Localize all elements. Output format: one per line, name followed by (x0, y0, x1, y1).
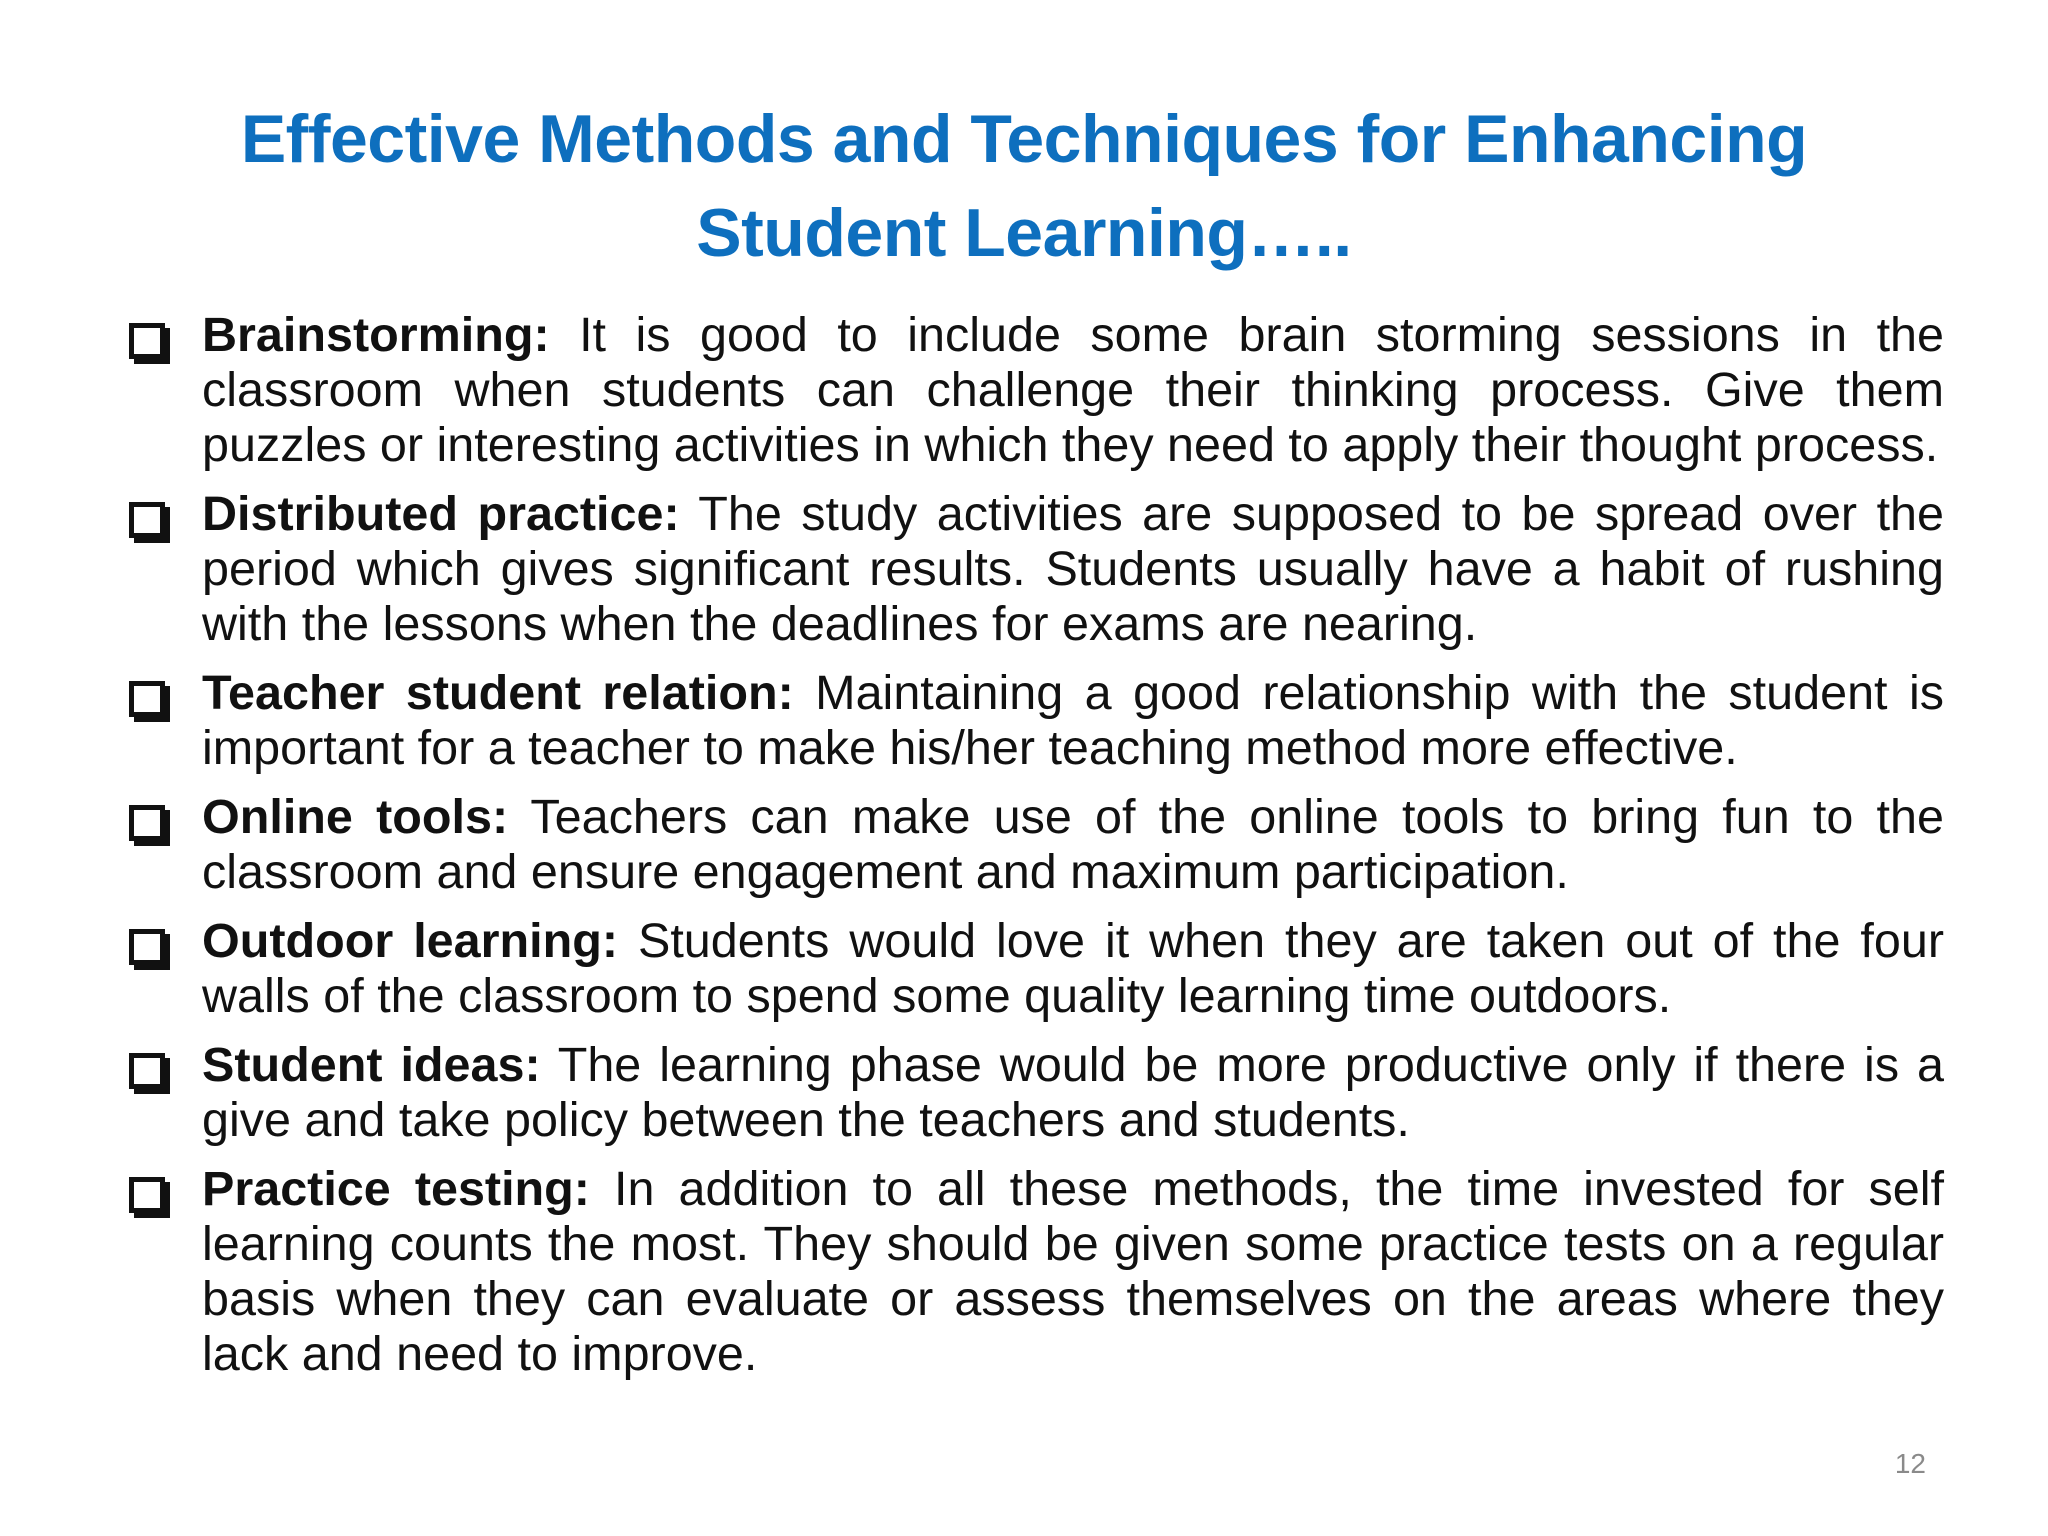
item-text: The learning phase would be more productive only if there is a give and take policy between the teachers and students. (202, 1038, 1944, 1147)
slide-title-line-1: Effective Methods and Techniques for Enhancing (240, 101, 1808, 177)
item-term: Distributed practice: (202, 487, 680, 541)
hollow-square-bullet-icon (129, 805, 165, 841)
item-text: Maintaining a good relationship with the student is important for a teacher to make his/her teaching method more effective. (202, 666, 1944, 775)
item-term: Practice testing: (202, 1162, 590, 1216)
hollow-square-bullet-icon (129, 681, 165, 717)
list-item-teacher-student-relation (124, 666, 1944, 776)
bullet-list (124, 308, 1944, 1396)
hollow-square-bullet-icon (129, 323, 165, 359)
hollow-square-bullet-icon (129, 1177, 165, 1213)
slide-title (160, 92, 1888, 280)
item-term: Teacher student relation: (202, 666, 794, 720)
list-item-student-ideas (124, 1038, 1944, 1148)
hollow-square-bullet-icon (129, 502, 165, 538)
hollow-square-bullet-icon (129, 1053, 165, 1089)
item-text: Students would love it when they are taken out of the four walls of the classroom to spend some quality learning time outdoors. (202, 914, 1945, 1023)
item-text: In addition to all these methods, the time invested for self learning counts the most. They should be given some practice tests on a regular basis when they can evaluate or assess themselves on the areas where they lack and need to improve. (202, 1162, 1945, 1381)
item-term: Online tools: (202, 790, 509, 844)
list-item-practice-testing (124, 1162, 1944, 1382)
hollow-square-bullet-icon (129, 929, 165, 965)
page-number: 12 (1894, 1448, 1926, 1479)
list-item-distributed-practice (124, 487, 1944, 652)
item-term: Outdoor learning: (202, 914, 619, 968)
item-term: Student ideas: (202, 1038, 541, 1092)
list-item-outdoor-learning (124, 914, 1944, 1024)
list-item-online-tools (124, 790, 1944, 900)
item-text: Teachers can make use of the online tools to bring fun to the classroom and ensure engagement and maximum participation. (202, 790, 1944, 899)
list-item-brainstorming (124, 308, 1944, 473)
item-text: It is good to include some brain storming sessions in the classroom when students can challenge their thinking process. Give them puzzles or interesting activities in which they need to apply their thought process. (202, 308, 1944, 472)
item-text: The study activities are supposed to be spread over the period which gives significant results. Students usually have a habit of rushing with the lessons when the deadlines for exams are nearing. (202, 487, 1944, 651)
item-term: Brainstorming: (202, 308, 550, 362)
slide-title-line-2: Student Learning….. (696, 195, 1352, 271)
